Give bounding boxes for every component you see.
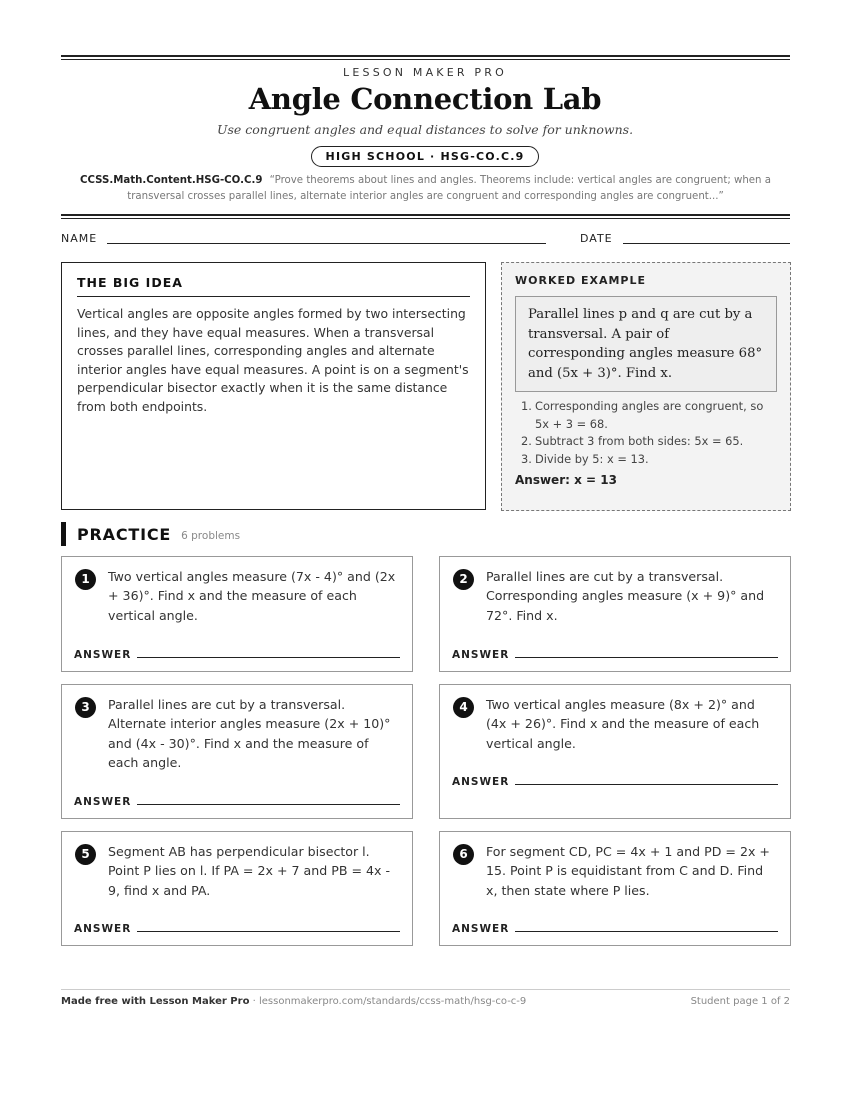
problem-number-badge: 4 <box>453 697 474 718</box>
answer-field[interactable] <box>515 931 778 932</box>
standard-code: CCSS.Math.Content.HSG-CO.C.9 <box>80 175 263 186</box>
answer-field[interactable] <box>515 784 778 785</box>
big-idea-heading: THE BIG IDEA <box>77 275 470 297</box>
worked-example-answer: Answer: x = 13 <box>515 473 617 487</box>
problem-text: Two vertical angles measure (8x + 2)° and (4x + 26)°. Find x and the measure of each vertical angle. <box>486 697 760 751</box>
name-label: NAME <box>61 232 98 245</box>
problem-text: For segment CD, PC = 4x + 1 and PD = 2x + 15. Point P is equidistant from C and D. Find x, then state where P lies. <box>486 844 770 898</box>
problem-number-badge: 3 <box>75 697 96 718</box>
problem-number-badge: 6 <box>453 844 474 865</box>
worked-example-problem: Parallel lines p and q are cut by a transversal. A pair of corresponding angles measure 68° and (5x + 3)°. Find x. <box>515 296 777 392</box>
problem-number-badge: 5 <box>75 844 96 865</box>
standard-description <box>61 173 790 205</box>
worked-example-steps <box>515 398 777 468</box>
answer-label: ANSWER <box>452 776 510 788</box>
practice-label: PRACTICE <box>77 524 172 544</box>
footer-page-number: Student page 1 of 2 <box>690 996 790 1007</box>
problem-text: Two vertical angles measure (7x - 4)° and (2x + 36)°. Find x and the measure of each vertical angle. <box>108 569 396 623</box>
footer-divider <box>61 989 790 990</box>
worked-step: 3. Divide by 5: x = 13. <box>521 451 649 466</box>
brand-name: LESSON MAKER PRO <box>343 66 507 79</box>
problem-card-1 <box>61 556 413 672</box>
worked-step: 2. Subtract 3 from both sides: 5x = 65. <box>521 434 744 448</box>
worked-example-heading: WORKED EXAMPLE <box>515 274 646 287</box>
problem-text: Parallel lines are cut by a transversal. Corresponding angles measure (x + 9)° and 72°. Find x. <box>486 569 765 623</box>
answer-label: ANSWER <box>74 796 132 808</box>
answer-field[interactable] <box>137 657 400 658</box>
answer-field[interactable] <box>515 657 778 658</box>
problem-card-5 <box>61 831 413 946</box>
answer-label: ANSWER <box>452 923 510 935</box>
problem-card-2 <box>439 556 791 672</box>
footer-made-with: Made free with Lesson Maker Pro <box>61 996 250 1007</box>
problem-card-3 <box>61 684 413 819</box>
problem-text: Parallel lines are cut by a transversal. Alternate interior angles measure (2x + 10)° and (4x - 30)°. Find x and the measure of each angle. <box>108 697 391 771</box>
answer-field[interactable] <box>137 931 400 932</box>
problem-card-6 <box>439 831 791 946</box>
answer-label: ANSWER <box>74 649 132 661</box>
footer <box>61 996 790 1007</box>
answer-label: ANSWER <box>74 923 132 935</box>
worked-step: 1. Corresponding angles are congruent, so 5x + 3 = 68. <box>521 399 764 431</box>
practice-accent-bar <box>61 522 66 546</box>
date-label: DATE <box>580 232 613 245</box>
date-field[interactable] <box>623 243 790 244</box>
answer-label: ANSWER <box>452 649 510 661</box>
name-field[interactable] <box>107 243 546 244</box>
practice-heading <box>61 522 240 546</box>
top-rule <box>61 55 790 60</box>
footer-url[interactable]: · lessonmakerpro.com/standards/ccss-math/hsg-co-c-9 <box>249 996 527 1007</box>
problem-number-badge: 2 <box>453 569 474 590</box>
standard-text: “Prove theorems about lines and angles. Theorems include: vertical angles are congruent; when a transversal crosses parallel lines, alternate interior angles are congruent and corresponding angles are congruent...” <box>127 175 771 202</box>
page-title: Angle Connection Lab <box>248 82 602 116</box>
big-idea-text: Vertical angles are opposite angles formed by two intersecting lines, and they have equal measures. When a transversal crosses parallel lines, corresponding angles and alternate interior angles have equal measures. A point is on a segment's perpendicular bisector exactly when it is the same distance from both endpoints. <box>77 306 469 414</box>
student-info-row <box>61 232 790 246</box>
problem-number-badge: 1 <box>75 569 96 590</box>
grade-level-badge: HIGH SCHOOL · HSG-CO.C.9 <box>311 146 540 167</box>
header-bottom-rule <box>61 214 790 219</box>
problem-card-4 <box>439 684 791 819</box>
answer-field[interactable] <box>137 804 400 805</box>
worked-example-box <box>501 262 791 511</box>
big-idea-box <box>61 262 486 510</box>
practice-count: 6 problems <box>181 529 241 542</box>
problem-text: Segment AB has perpendicular bisector l. Point P lies on l. If PA = 2x + 7 and PB = 4x - 9, find x and PA. <box>108 844 391 898</box>
page-subtitle: Use congruent angles and equal distances to solve for unknowns. <box>216 122 634 137</box>
